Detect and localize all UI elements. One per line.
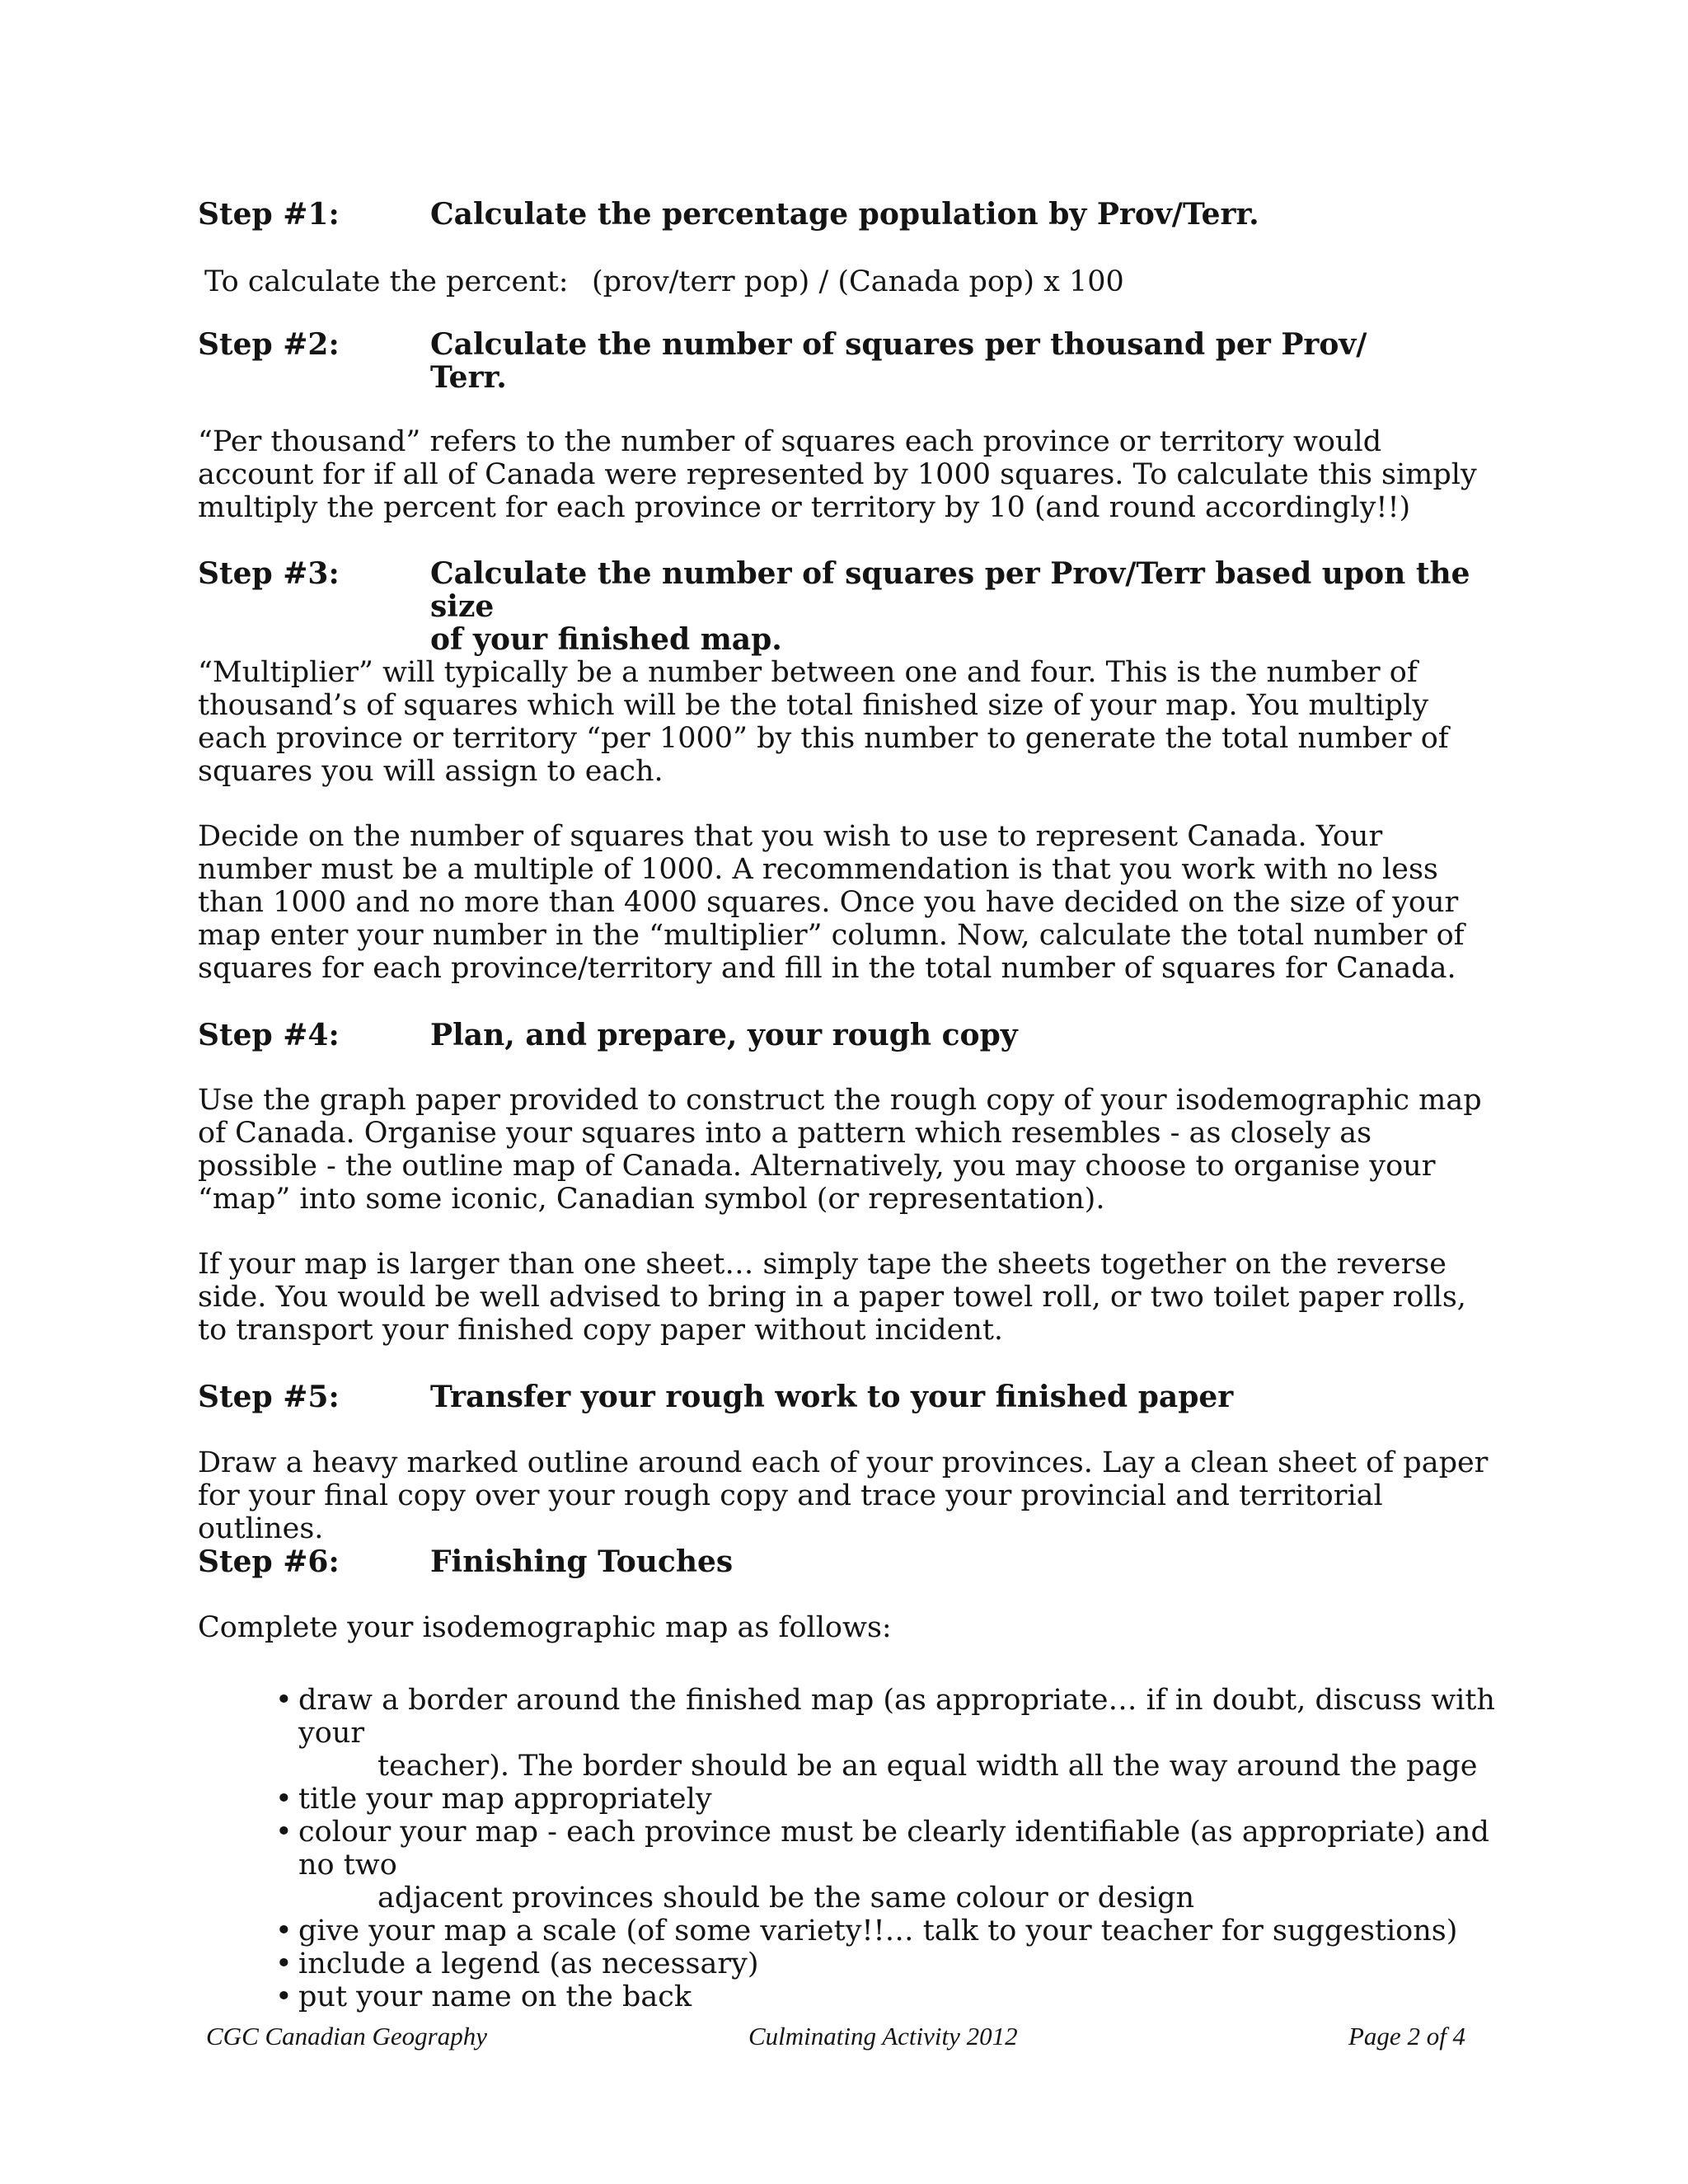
step-5-title: Transfer your rough work to your finished paper: [430, 1380, 1234, 1414]
list-item: [272, 1684, 1508, 1783]
finishing-checklist: [272, 1684, 1508, 2013]
per-thousand-paragraph: “Per thousand” refers to the number of squares each province or territory would account for if all of Canada were represented by 1000 squares. To calculate this simply multiply the percent for each province or territory by 10 (and round accordingly!!): [198, 425, 1477, 524]
step-3-title: [430, 557, 1484, 656]
list-item: [272, 1947, 1508, 1980]
step-1-label: Step #1:: [198, 197, 340, 232]
step-2-title-line-1: Calculate the number of squares per thousand per Prov/: [430, 327, 1367, 362]
bullet-marker: •: [275, 1816, 293, 1849]
step-4-label: Step #4:: [198, 1018, 340, 1052]
larger-map-paragraph: If your map is larger than one sheet… simply tape the sheets together on the reverse side. You would be well advised to bring in a paper towel roll, or two toilet paper rolls, to transport your finished copy paper without incident.: [198, 1248, 1466, 1347]
step-3-title-line-2: of your finished map.: [430, 622, 782, 657]
percent-formula-label: To calculate the percent:: [204, 265, 569, 298]
decide-paragraph: Decide on the number of squares that you wish to use to represent Canada. Your number must be a multiple of 1000. A recommendation is that you work with no less than 1000 and no more than 4000 squares. Once you have decided on the size of your map enter your number in the “multiplier” column. Now, calculate the total number of squares for each province/territory and fill in the total number of squares for Canada.: [198, 820, 1465, 985]
complete-instructions: Complete your isodemographic map as follows:: [198, 1611, 892, 1644]
list-item-continuation: teacher). The border should be an equal width all the way around the page: [377, 1750, 1478, 1783]
list-item: [272, 1783, 1508, 1816]
list-item-text: put your name on the back: [298, 1980, 692, 2013]
footer-course-name: CGC Canadian Geography: [206, 2022, 487, 2050]
list-item: [272, 1980, 1508, 2013]
step-2-title-line-2: Terr.: [430, 360, 507, 395]
step-3-label: Step #3:: [198, 556, 340, 591]
bullet-marker: •: [275, 1980, 293, 2013]
bullet-marker: •: [275, 1915, 293, 1947]
list-item-continuation: adjacent provinces should be the same colour or design: [377, 1882, 1195, 1915]
percent-formula-line: [204, 265, 1124, 298]
outline-paragraph: Draw a heavy marked outline around each of your provinces. Lay a clean sheet of paper for your final copy over your rough copy and trace your provincial and territorial outlines.: [198, 1446, 1489, 1545]
multiplier-paragraph: “Multiplier” will typically be a number between one and four. This is the number of thousand’s of squares which will be the total finished size of your map. You multiply each province or territory “per 1000” by this number to generate the total number of squares you will assign to each.: [198, 656, 1449, 788]
step-1-title: Calculate the percentage population by Prov/Terr.: [430, 197, 1259, 232]
step-4-title: Plan, and prepare, your rough copy: [430, 1018, 1018, 1052]
bullet-marker: •: [275, 1947, 293, 1980]
list-item-text: draw a border around the finished map (as appropriate… if in doubt, discuss with your: [298, 1684, 1495, 1750]
step-2-title: [430, 328, 1367, 394]
bullet-marker: •: [275, 1684, 293, 1717]
step-5-label: Step #5:: [198, 1380, 340, 1414]
footer-activity-title: Culminating Activity 2012: [748, 2022, 1018, 2050]
footer-page-number: Page 2 of 4: [1348, 2022, 1466, 2050]
step-2-label: Step #2:: [198, 327, 340, 362]
list-item: [272, 1915, 1508, 1947]
list-item: [272, 1816, 1508, 1915]
list-item-text: colour your map - each province must be clearly identifiable (as appropriate) and no two: [298, 1816, 1489, 1882]
list-item-text: title your map appropriately: [298, 1783, 712, 1816]
step-6-label: Step #6:: [198, 1544, 340, 1579]
graph-paper-paragraph: Use the graph paper provided to construct the rough copy of your isodemographic map of Canada. Organise your squares into a pattern which resembles - as closely as possible - the outline map of Canada. Alternatively, you may choose to organise your “map” into some iconic, Canadian symbol (or representation).: [198, 1084, 1482, 1216]
list-item-text: give your map a scale (of some variety!!… talk to your teacher for suggestions): [298, 1915, 1458, 1947]
step-6-title: Finishing Touches: [430, 1544, 734, 1579]
list-item-text: include a legend (as necessary): [298, 1947, 759, 1980]
bullet-marker: •: [275, 1783, 293, 1816]
step-3-title-line-1: Calculate the number of squares per Prov/Terr based upon the size: [430, 556, 1470, 624]
percent-formula: (prov/terr pop) / (Canada pop) x 100: [592, 265, 1124, 298]
